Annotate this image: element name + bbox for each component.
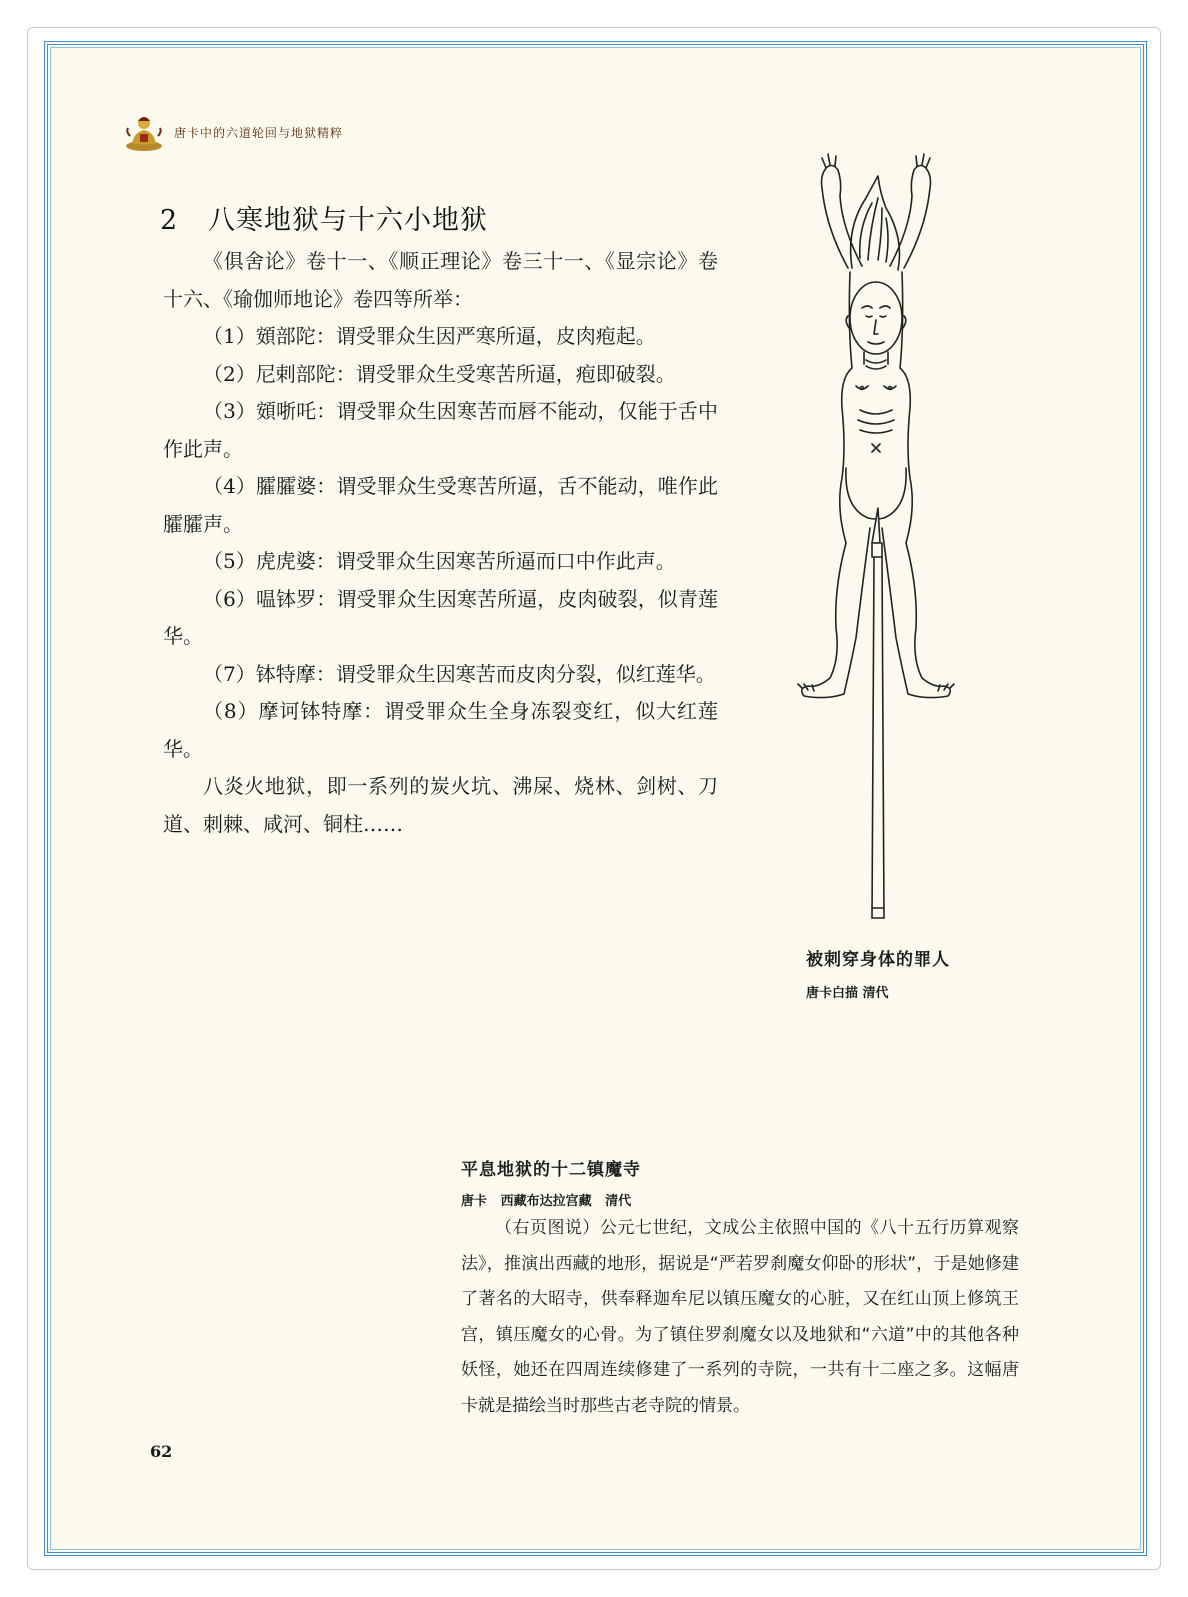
caption2-title: 平息地狱的十二镇魔寺	[461, 1160, 641, 1180]
paragraph: 《俱舍论》卷十一、《顺正理论》卷三十一、《显宗论》卷十六、《瑜伽师地论》卷四等所举：	[163, 249, 718, 311]
caption2-subtitle: 唐卡 西藏布达拉宫藏 清代	[461, 1194, 632, 1209]
paragraph: （3）頞哳吒：谓受罪众生因寒苦而唇不能动，仅能于舌中作此声。	[163, 399, 718, 461]
section-heading	[160, 198, 488, 237]
body-text	[163, 243, 718, 843]
section-title: 八寒地狱与十六小地狱	[208, 205, 488, 236]
paragraph: （2）尼剌部陀：谓受罪众生受寒苦所逼，疱即破裂。	[203, 361, 676, 386]
paragraph: （6）嗢钵罗：谓受罪众生因寒苦所逼，皮肉破裂，似青莲华。	[163, 586, 718, 648]
seated-figure-icon	[122, 112, 166, 152]
paragraph: （5）虎虎婆：谓受罪众生因寒苦所逼而口中作此声。	[203, 549, 676, 573]
page-number: 62	[150, 1442, 173, 1461]
figure-caption: 被刺穿身体的罪人	[806, 950, 950, 970]
paragraph: （8）摩诃钵特摩：谓受罪众生全身冻裂变红，似大红莲华。	[163, 699, 718, 761]
section-number: 2	[160, 205, 179, 236]
paragraph: （7）钵特摩：谓受罪众生因寒苦而皮肉分裂，似红莲华。	[203, 661, 716, 686]
impaled-sinner-illustration	[786, 148, 966, 928]
running-title: 唐卡中的六道轮回与地狱精粹	[174, 125, 344, 140]
caption2-body	[461, 1211, 1019, 1424]
caption2-paragraph: （右页图说）公元七世纪，文成公主依照中国的《八十五行历算观察法》，推演出西藏的地形，据说是“严若罗刹魔女仰卧的形状”，于是她修建了著名的大昭寺，供奉释迦牟尼以镇压魔女的心脏，又在红山顶上修筑王宫，镇压魔女的心骨。为了镇住罗刹魔女以及地狱和“六道”中的其他各种妖怪，她还在四周连续修建了一系列的寺院，一共有十二座之多。这幅唐卡就是描绘当时那些古老寺院的情景。	[461, 1218, 1019, 1416]
running-header	[122, 112, 343, 152]
figure-subcaption: 唐卡白描 清代	[806, 986, 889, 1001]
paragraph: （4）臛臛婆：谓受罪众生受寒苦所逼，舌不能动，唯作此臛臛声。	[163, 474, 718, 536]
paragraph: （1）頞部陀：谓受罪众生因严寒所逼，皮肉疱起。	[203, 324, 656, 348]
paragraph: 八炎火地狱，即一系列的炭火坑、沸屎、烧林、剑树、刀道、刺棘、咸河、铜柱……	[163, 774, 718, 836]
